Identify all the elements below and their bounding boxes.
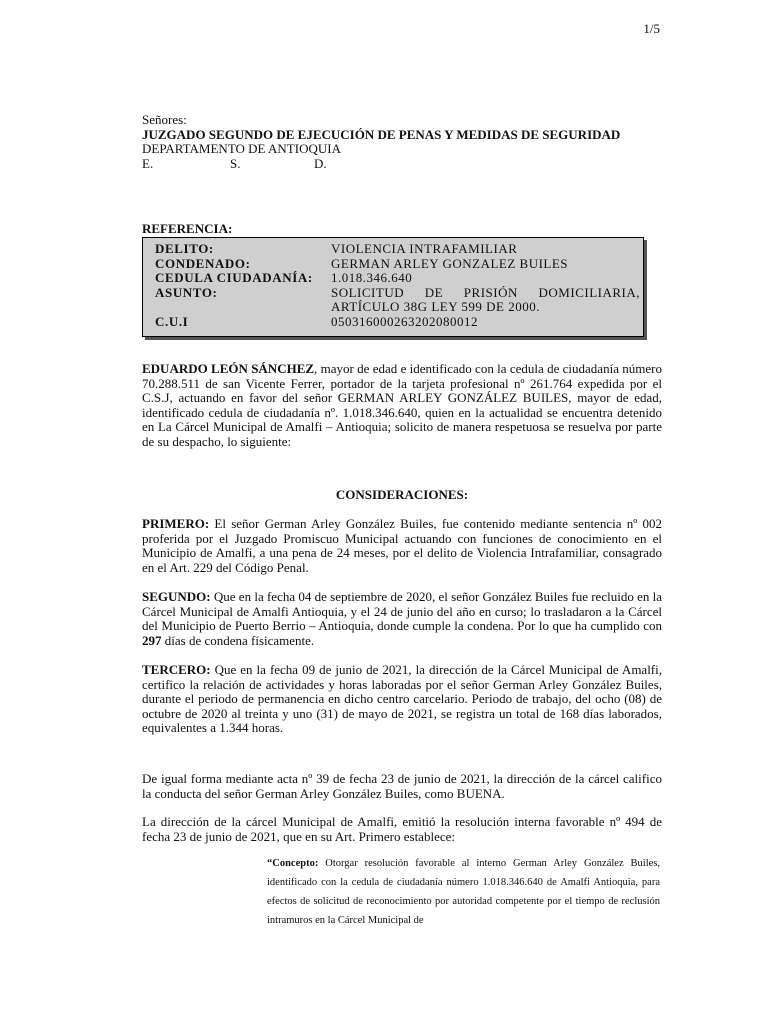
tercero-text: Que en la fecha 09 de junio de 2021, la dirección de la Cárcel Municipal de Amalfi, certifico la relación de actividades y horas laboradas por el señor German Arley González Builes, durante el periodo de permanencia en dicho centro carcelario. Periodo de trabajo, del ocho (08) de octubre de 2020 al treinta y uno (31) de mayo de 2021, se registra un total de 168 días laborados, equivalentes a 1.344 horas. [142,662,662,735]
page-number: 1/5 [643,21,660,36]
tercero-paragraph [142,663,662,736]
ref-value: 05031600026320208001​2 [331,313,478,329]
ref-value: SOLICITUD DE PRISIÓN DOMICILIARIA, ARTÍCULO 38G LEY 599 DE 2000. [331,284,640,314]
primero-paragraph [142,517,662,575]
ref-row-delito [155,242,640,257]
segundo-text-a: Que en la fecha 04 de septiembre de 2020, el señor González Builes fue recluido en la Cárcel Municipal de Amalfi Antioquia, y el 24 de junio del año en curso; lo trasladaron a la Cárcel del Municipio de Puerto Berrio – Antioquia, donde cumple la condena. Por lo que ha cumplido con [142,589,662,633]
ref-key: C.U.I [155,313,189,329]
ref-key: ASUNTO: [155,284,218,300]
ref-value: VIOLENCIA INTRAFAMILIAR [331,241,518,256]
ref-key: DELITO: [155,241,214,256]
esd-s: S. [230,155,241,171]
attorney-name: EDUARDO LEÓN SÁNCHEZ [142,361,315,376]
quote-text: Otorgar resolución favorable al interno German Arley González Builes, identificado con la cedula de ciudadanía número 1.018.346.640 de Amalfi Antioquia, para efectos de solicitud de reconocimiento por autoridad competente por el tiempo de reclusión intramuros en la Cárcel Municipal de [267,858,660,926]
ref-value: 1.018.346.640 [331,270,413,285]
intro-paragraph [142,362,662,449]
ref-value: GERMAN ARLEY GONZALEZ BUILES [331,255,569,271]
ref-row-condenado [155,257,640,272]
ref-key: CONDENADO: [155,255,251,271]
ref-row-asunto [155,286,640,315]
ref-row-cui [155,315,640,330]
reference-title: REFERENCIA: [142,221,233,236]
segundo-text-b: días de condena físicamente. [161,632,315,648]
days-served: 297 [142,632,162,648]
segundo-paragraph [142,590,662,648]
court-name: JUZGADO SEGUNDO DE EJECUCIÓN DE PENAS Y MEDIDAS DE SEGURIDAD [142,126,621,142]
tercero-label: TERCERO: [142,662,211,677]
conduct-paragraph: De igual forma mediante acta nº 39 de fecha 23 de junio de 2021, la dirección de la cárcel califico la conducta del señor German Arley González Builes, como BUENA. [142,771,662,801]
addressee [142,113,662,171]
segundo-label: SEGUNDO: [142,589,211,604]
esd-d: D. [314,155,327,171]
primero-label: PRIMERO: [142,516,210,531]
considerations-heading: CONSIDERACIONES: [335,487,469,502]
ref-row-cedula [155,271,640,286]
ref-key: CEDULA CIUDADANÍA: [155,270,313,285]
resolution-quote [267,854,660,930]
salutation: Señores: [142,112,187,127]
reference-box [142,237,644,337]
intro-text: , mayor de edad e identificado con la cedula de ciudadanía número 70.288.511 de san Vicente Ferrer, portador de la tarjeta profesional nº 261.764 expedida por el C.S.J, actuando en favor del señor GERMAN ARLEY GONZÁLEZ BUILES, mayor de edad, identificado cedula de ciudadanía nº. 1.018.346.640, quien en la actualidad se encuentra detenido en La Cárcel Municipal de Amalfi – Antioquia; solicito de manera respetuosa se resuelva por parte de su despacho, lo siguiente: [142,361,662,449]
resolution-paragraph: La dirección de la cárcel Municipal de Amalfi, emitió la resolución interna favorable nº 494 de fecha 23 de junio de 2021, que en su Art. Primero establece: [142,814,662,844]
esd-line [142,157,662,172]
quote-label: “Concepto: [267,858,319,869]
esd-e: E. [142,155,154,171]
primero-text: El señor German Arley González Builes, fue contenido mediante sentencia nº 002 proferida por el Juzgado Promiscuo Municipal actuando con funciones de conocimiento en el Municipio de Amalfi, a una pena de 24 meses, por el delito de Violencia Intrafamiliar, consagrado en el Art. 229 del Código Penal. [142,516,662,575]
department: DEPARTAMENTO DE ANTIOQUIA [142,141,341,156]
